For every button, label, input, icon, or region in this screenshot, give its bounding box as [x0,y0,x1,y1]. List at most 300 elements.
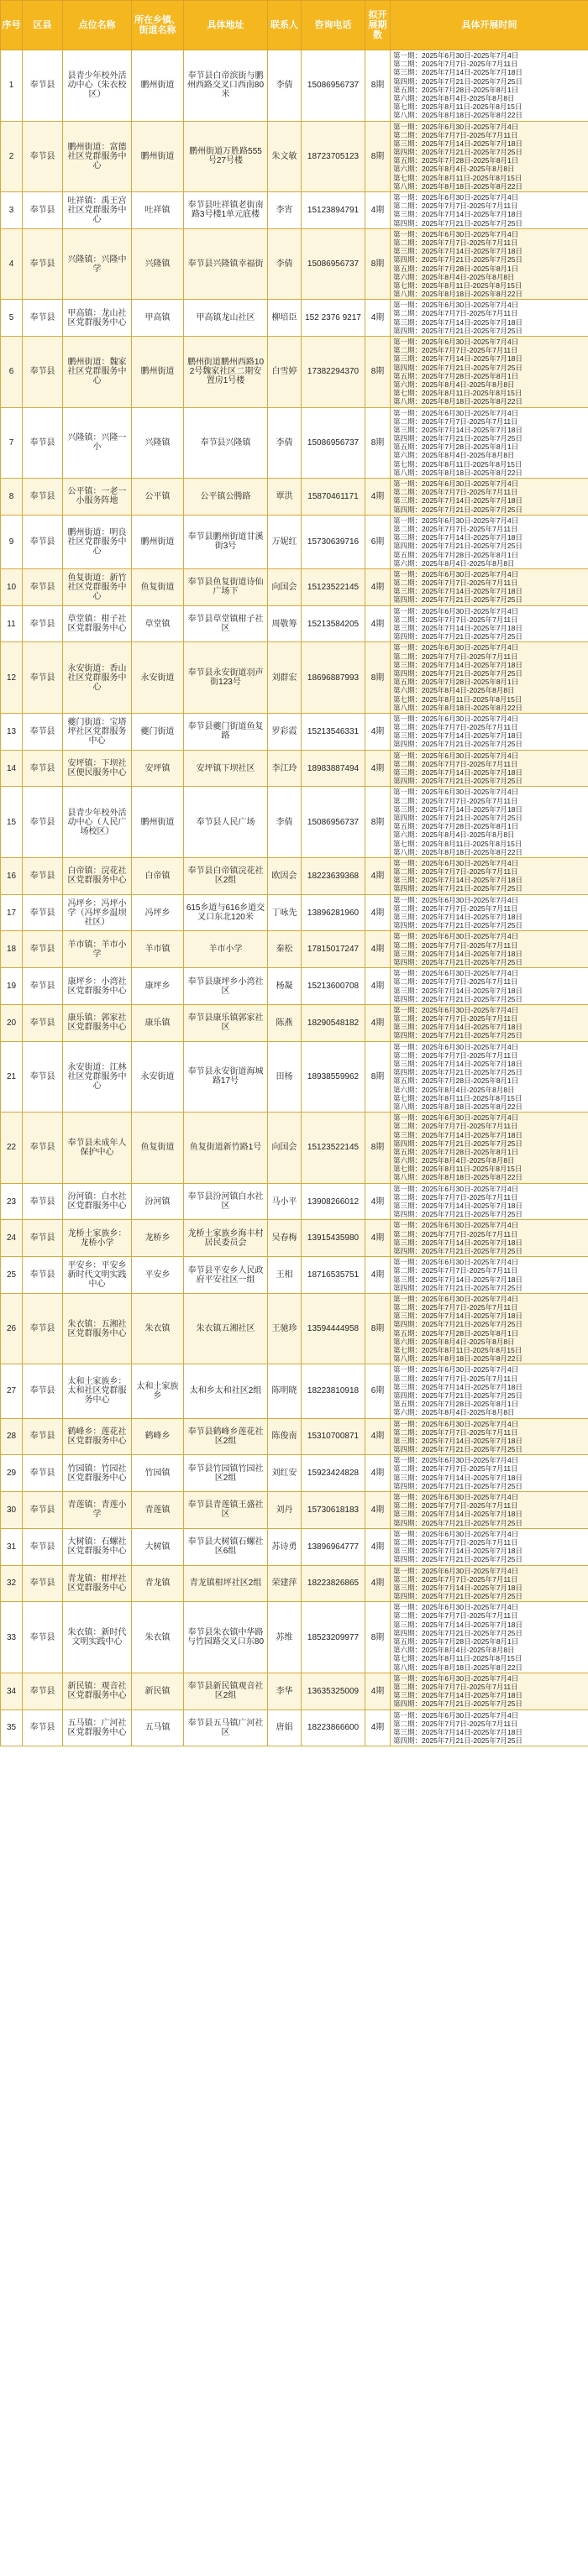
periods-cell: 4期 [365,1220,391,1257]
address-cell: 奉节县竹园镇竹园社区2组 [184,1455,268,1492]
contact-cell: 万妮红 [268,515,302,568]
schedule-cell [391,857,588,894]
schedule-period: 第一期：2025年6月30日-2025年7月4日 [393,1184,519,1193]
header-address: 具体地址 [184,1,268,50]
district-cell: 奉节县 [23,787,63,858]
address-cell: 龙桥土家族乡海丰村居民委员会 [184,1220,268,1257]
phone-cell: 15213584205 [302,605,365,642]
schedule-period: 第二期：2025年7月7日-2025年7月11日 [393,60,518,69]
town-cell: 鹏州街道 [132,515,184,568]
schedule-period: 第一期：2025年6月30日-2025年7月4日 [393,1566,519,1575]
table-row [1,1565,588,1602]
schedule-period: 第二期：2025年7月7日-2025年7月11日 [393,867,518,877]
town-cell: 朱衣镇 [132,1293,184,1364]
address-cell: 奉节县鱼复街道诗仙广场下 [184,568,268,605]
header-town: 所在乡镇、街道名称 [132,1,184,50]
table-row [1,121,588,192]
district-cell: 奉节县 [23,605,63,642]
schedule-cell [391,407,588,479]
schedule-cell [391,894,588,931]
schedule-cell [391,1293,588,1364]
schedule-period: 第三期：2025年7月14日-2025年7月18日 [393,1473,523,1482]
district-cell: 奉节县 [23,1220,63,1257]
periods-cell: 8期 [365,1602,391,1673]
schedule-period: 第八期：2025年8月18日-2025年8月22日 [393,847,523,856]
address-cell: 青龙镇柑坪社区2组 [184,1565,268,1602]
schedule-period: 第三期：2025年7月14日-2025年7月18日 [393,913,523,921]
schedule-period: 第六期：2025年8月4日-2025年8月8日 [393,686,515,695]
schedule-period: 第四期：2025年7月21日-2025年7月25日 [393,668,523,678]
schedule-period: 第七期：2025年8月11日-2025年8月15日 [393,102,522,112]
schedule-period: 第四期：2025年7月21日-2025年7月25日 [393,434,523,443]
contact-cell: 陈燕 [268,1004,302,1041]
site-name-cell: 县青少年校外活动中心（朱衣校区） [63,50,132,122]
periods-cell: 4期 [365,894,391,931]
schedule-period: 第一期：2025年6月30日-2025年7月4日 [393,1710,519,1720]
schedule-period: 第一期：2025年6月30日-2025年7月4日 [393,51,519,60]
contact-cell: 李宵 [268,192,302,229]
address-cell: 奉节县平安乡人民政府平安社区一组 [184,1257,268,1294]
schedule-period: 第三期：2025年7月14日-2025年7月18日 [393,587,523,596]
site-name-cell: 鹏州街道：富德社区党群服务中心 [63,121,132,192]
schedule-period: 第五期：2025年7月28日-2025年8月1日 [393,85,519,94]
schedule-period: 第二期：2025年7月7日-2025年7月11日 [393,796,518,805]
header-periods: 拟开展期数 [365,1,391,50]
district-cell: 奉节县 [23,568,63,605]
schedule-period: 第七期：2025年8月11日-2025年8月15日 [393,1093,522,1102]
schedule-period: 第六期：2025年8月4日-2025年8月8日 [393,1337,515,1346]
schedule-period: 第五期：2025年7月28日-2025年8月1日 [393,442,519,452]
town-cell: 鹏州街道 [132,50,184,122]
schedule-period: 第五期：2025年7月28日-2025年8月1日 [393,1076,519,1086]
periods-cell: 6期 [365,1364,391,1418]
schedule-period: 第一期：2025年6月30日-2025年7月4日 [393,751,519,760]
schedule-period: 第四期：2025年7月21日-2025年7月25日 [393,1139,523,1148]
schedule-period: 第一期：2025年6月30日-2025年7月4日 [393,479,519,488]
schedule-period: 第四期：2025年7月21日-2025年7月25日 [393,1481,523,1490]
schedule-period: 第二期：2025年7月7日-2025年7月11日 [393,1537,518,1547]
schedule-period: 第三期：2025年7月14日-2025年7月18日 [393,247,523,256]
schedule-period: 第一期：2025年6月30日-2025年7月4日 [393,193,519,202]
periods-cell: 8期 [365,1293,391,1364]
row-number: 12 [1,642,23,714]
site-name-cell: 龙桥土家族乡：龙桥小学 [63,1220,132,1257]
schedule-cell [391,1455,588,1492]
address-cell: 公平镇公腾路 [184,479,268,516]
contact-cell: 向国会 [268,568,302,605]
periods-cell: 4期 [365,1492,391,1529]
address-cell: 奉节县吐祥镇老街南路3号楼1单元底楼 [184,192,268,229]
site-name-cell: 羊市镇：羊市小学 [63,931,132,968]
schedule-period: 第八期：2025年8月18日-2025年8月22日 [393,111,523,120]
schedule-period: 第三期：2025年7月14日-2025年7月18日 [393,496,523,505]
district-cell: 奉节县 [23,1673,63,1709]
schedule-period: 第二期：2025年7月7日-2025年7月11日 [393,1574,518,1584]
schedule-period: 第四期：2025年7月21日-2025年7月25日 [393,1068,523,1077]
schedule-period: 第一期：2025年6月30日-2025年7月4日 [393,122,519,131]
schedule-cell [391,479,588,516]
district-cell: 奉节县 [23,228,63,300]
contact-cell: 陈俊南 [268,1418,302,1455]
schedule-period: 第六期：2025年8月4日-2025年8月8日 [393,93,515,102]
schedule-period: 第四期：2025年7月21日-2025年7月25日 [393,632,523,641]
district-cell: 奉节县 [23,1709,63,1746]
phone-cell: 15870461171 [302,479,365,516]
schedule-period: 第四期：2025年7月21日-2025年7月25日 [393,542,523,551]
address-cell: 太和乡太和社区2组 [184,1364,268,1418]
schedule-period: 第三期：2025年7月14日-2025年7月18日 [393,731,523,741]
schedule-period: 第六期：2025年8月4日-2025年8月8日 [393,830,515,840]
row-number: 9 [1,515,23,568]
phone-cell: 13896964777 [302,1528,365,1565]
schedule-cell [391,1709,588,1746]
town-cell: 青莲镇 [132,1492,184,1529]
table-row [1,605,588,642]
schedule-period: 第五期：2025年7月28日-2025年8月1日 [393,822,519,831]
table-row [1,1364,588,1418]
phone-cell: 17815017247 [302,931,365,968]
schedule-period: 第六期：2025年8月4日-2025年8月8日 [393,165,515,174]
table-row [1,1257,588,1294]
schedule-period: 第二期：2025年7月7日-2025年7月11日 [393,524,518,533]
periods-cell: 6期 [365,515,391,568]
periods-cell: 4期 [365,192,391,229]
schedule-period: 第四期：2025年7月21日-2025年7月25日 [393,1555,523,1564]
town-cell: 龙桥乡 [132,1220,184,1257]
schedule-period: 第四期：2025年7月21日-2025年7月25日 [393,1518,523,1527]
row-number: 2 [1,121,23,192]
schedule-period: 第六期：2025年8月4日-2025年8月8日 [393,1085,515,1094]
schedule-period: 第一期：2025年6月30日-2025年7月4日 [393,516,519,525]
schedule-period: 第二期：2025年7月7日-2025年7月11日 [393,1611,518,1620]
row-number: 14 [1,750,23,787]
schedule-period: 第三期：2025年7月14日-2025年7月18日 [393,1023,523,1032]
schedule-cell [391,1602,588,1673]
town-cell: 汾河镇 [132,1183,184,1220]
schedule-period: 第一期：2025年6月30日-2025年7月4日 [393,301,519,310]
schedule-cell [391,228,588,300]
periods-cell: 4期 [365,857,391,894]
town-cell: 鹏州街道 [132,337,184,408]
table-row [1,642,588,714]
schedule-period: 第二期：2025年7月7日-2025年7月11日 [393,1192,518,1202]
district-cell: 奉节县 [23,479,63,516]
contact-cell: 欧因会 [268,857,302,894]
row-number: 31 [1,1528,23,1565]
schedule-period: 第七期：2025年8月11日-2025年8月15日 [393,280,522,290]
schedule-cell [391,192,588,229]
district-cell: 奉节县 [23,1113,63,1184]
schedule-period: 第六期：2025年8月4日-2025年8月8日 [393,272,515,281]
address-cell: 615乡道与616乡道交叉口东北120米 [184,894,268,931]
schedule-cell [391,642,588,714]
address-cell: 奉节县鹏州街道甘溪街3号 [184,515,268,568]
row-number: 34 [1,1673,23,1709]
address-cell: 奉节县白帝镇浣花社区2组 [184,857,268,894]
site-name-cell: 安坪镇：下坝社区便民服务中心 [63,750,132,787]
district-cell: 奉节县 [23,1455,63,1492]
address-cell: 奉节县青莲镇王盛社区 [184,1492,268,1529]
schedule-period: 第一期：2025年6月30日-2025年7月4日 [393,1419,519,1428]
row-number: 3 [1,192,23,229]
periods-cell: 4期 [365,568,391,605]
schedule-period: 第三期：2025年7月14日-2025年7月18日 [393,1583,523,1592]
site-name-cell: 新民镇：观音社区党群服务中心 [63,1673,132,1709]
contact-cell: 李华 [268,1673,302,1709]
schedule-period: 第二期：2025年7月7日-2025年7月11日 [393,1464,518,1474]
schedule-period: 第四期：2025年7月21日-2025年7月25日 [393,1246,523,1255]
contact-cell: 罗彩霞 [268,713,302,750]
contact-cell: 秦松 [268,931,302,968]
schedule-period: 第八期：2025年8月18日-2025年8月22日 [393,1662,523,1672]
row-number: 33 [1,1602,23,1673]
schedule-period: 第三期：2025年7月14日-2025年7月18日 [393,139,523,148]
schedule-period: 第一期：2025年6月30日-2025年7月4日 [393,1005,519,1014]
phone-cell: 18223639368 [302,857,365,894]
town-cell: 康乐镇 [132,1004,184,1041]
schedule-period: 第七期：2025年8月11日-2025年8月15日 [393,1654,522,1663]
address-cell: 奉节县康乐镇郭家社区 [184,1004,268,1041]
row-number: 28 [1,1418,23,1455]
schedule-period: 第三期：2025年7月14日-2025年7月18日 [393,949,523,958]
site-name-cell: 公平镇：一老一小服务阵地 [63,479,132,516]
district-cell: 奉节县 [23,50,63,122]
schedule-cell [391,1492,588,1529]
phone-cell: 18723705123 [302,121,365,192]
contact-cell: 田杨 [268,1041,302,1113]
schedule-period: 第六期：2025年8月4日-2025年8月8日 [393,1646,515,1655]
table-row [1,1709,588,1746]
town-cell: 太和土家族乡 [132,1364,184,1418]
periods-cell: 4期 [365,1528,391,1565]
header-site: 点位名称 [63,1,132,50]
phone-cell: 15086956737 [302,787,365,858]
table-row [1,1004,588,1041]
schedule-period: 第三期：2025年7月14日-2025年7月18日 [393,354,523,364]
schedule-period: 第四期：2025年7月21日-2025年7月25日 [393,218,523,228]
schedule-period: 第三期：2025年7月14日-2025年7月18日 [393,660,523,669]
schedule-period: 第一期：2025年6月30日-2025年7月4日 [393,1673,519,1683]
schedule-period: 第二期：2025年7月7日-2025年7月11日 [393,940,518,950]
table-row [1,968,588,1005]
town-cell: 新民镇 [132,1673,184,1709]
schedule-cell [391,50,588,122]
schedule-period: 第一期：2025年6月30日-2025年7月4日 [393,1529,519,1538]
phone-cell: 18938559962 [302,1041,365,1113]
contact-cell: 朱文敏 [268,121,302,192]
schedule-period: 第五期：2025年7月28日-2025年8月1日 [393,156,519,165]
schedule-period: 第二期：2025年7月7日-2025年7月11日 [393,652,518,661]
table-row [1,1418,588,1455]
contact-cell: 李倩 [268,50,302,122]
district-cell: 奉节县 [23,642,63,714]
address-cell: 奉节县草堂镇柑子社区 [184,605,268,642]
schedule-period: 第八期：2025年8月18日-2025年8月22日 [393,1354,523,1364]
town-cell: 永安街道 [132,642,184,714]
table-row [1,1293,588,1364]
phone-cell: 18696887993 [302,642,365,714]
district-cell: 奉节县 [23,968,63,1005]
site-name-cell: 兴隆镇：兴隆一小 [63,407,132,479]
row-number: 1 [1,50,23,122]
schedule-period: 第七期：2025年8月11日-2025年8月15日 [393,173,522,182]
phone-cell: 18716535751 [302,1257,365,1294]
schedule-period: 第一期：2025年6月30日-2025年7月4日 [393,569,519,579]
schedule-period: 第二期：2025年7月7日-2025年7月11日 [393,615,518,624]
contact-cell: 刘群宏 [268,642,302,714]
periods-cell: 4期 [365,750,391,787]
contact-cell: 杨凝 [268,968,302,1005]
table-row [1,337,588,408]
schedule-period: 第四期：2025年7月21日-2025年7月25日 [393,1736,523,1746]
district-cell: 奉节县 [23,337,63,408]
row-number: 19 [1,968,23,1005]
site-name-cell: 鹤峰乡：莲花社区党群服务中心 [63,1418,132,1455]
schedule-cell [391,300,588,337]
district-cell: 奉节县 [23,1528,63,1565]
site-name-cell: 鱼复街道：新竹社区党群服务中心 [63,568,132,605]
schedule-period: 第二期：2025年7月7日-2025年7月11日 [393,1229,518,1238]
row-number: 21 [1,1041,23,1113]
schedule-period: 第一期：2025年6月30日-2025年7月4日 [393,1042,519,1051]
periods-cell: 4期 [365,968,391,1005]
schedule-cell [391,1528,588,1565]
phone-cell: 13594444958 [302,1293,365,1364]
contact-cell: 李江玲 [268,750,302,787]
schedule-period: 第三期：2025年7月14日-2025年7月18日 [393,317,523,327]
schedule-period: 第五期：2025年7月28日-2025年8月1日 [393,1400,519,1409]
schedule-period: 第一期：2025年6月30日-2025年7月4日 [393,1258,519,1267]
schedule-period: 第一期：2025年6月30日-2025年7月4日 [393,1294,519,1303]
schedule-period: 第三期：2025年7月14日-2025年7月18日 [393,1060,523,1068]
schedule-period: 第七期：2025年8月11日-2025年8月15日 [393,839,522,848]
town-cell: 鱼复街道 [132,1113,184,1184]
row-number: 8 [1,479,23,516]
contact-cell: 柳培臣 [268,300,302,337]
schedule-cell [391,1673,588,1709]
site-name-cell: 康坪乡：小湾社区党群服务中心 [63,968,132,1005]
schedule-period: 第四期：2025年7月21日-2025年7月25日 [393,505,523,514]
header-district: 区县 [23,1,63,50]
contact-cell: 向国会 [268,1113,302,1184]
schedule-cell [391,968,588,1005]
district-cell: 奉节县 [23,1257,63,1294]
schedule-period: 第二期：2025年7月7日-2025年7月11日 [393,1682,518,1691]
schedule-period: 第一期：2025年6月30日-2025年7月4日 [393,932,519,941]
schedule-period: 第四期：2025年7月21日-2025年7月25日 [393,148,523,157]
row-number: 29 [1,1455,23,1492]
periods-cell: 4期 [365,1418,391,1455]
site-name-cell: 县青少年校外活动中心（人民广场校区） [63,787,132,858]
schedule-period: 第一期：2025年6月30日-2025年7月4日 [393,895,519,904]
contact-cell: 刘红安 [268,1455,302,1492]
schedule-period: 第六期：2025年8月4日-2025年8月8日 [393,558,515,568]
schedule-period: 第三期：2025年7月14日-2025年7月18日 [393,1436,523,1445]
schedule-period: 第三期：2025年7月14日-2025年7月18日 [393,1382,523,1391]
schedule-period: 第三期：2025年7月14日-2025年7月18日 [393,986,523,995]
schedule-period: 第四期：2025年7月21日-2025年7月25日 [393,326,523,335]
schedule-period: 第一期：2025年6月30日-2025年7月4日 [393,858,519,867]
table-row [1,50,588,122]
row-number: 24 [1,1220,23,1257]
schedule-period: 第三期：2025年7月14日-2025年7月18日 [393,1238,523,1247]
site-name-cell: 青莲镇：青莲小学 [63,1492,132,1529]
town-cell: 鹤峰乡 [132,1418,184,1455]
schedule-period: 第二期：2025年7月7日-2025年7月11日 [393,759,518,768]
town-cell: 鹏州街道 [132,787,184,858]
site-name-cell: 大树镇：石螺社区党群服务中心 [63,1528,132,1565]
schedule-period: 第五期：2025年7月28日-2025年8月1日 [393,678,519,687]
schedule-cell [391,787,588,858]
periods-cell: 8期 [365,407,391,479]
row-number: 32 [1,1565,23,1602]
town-cell: 兴隆镇 [132,407,184,479]
schedule-cell [391,1364,588,1418]
schedule-period: 第一期：2025年6月30日-2025年7月4日 [393,1365,519,1374]
table-row [1,407,588,479]
schedule-period: 第六期：2025年8月4日-2025年8月8日 [393,1408,515,1417]
district-cell: 奉节县 [23,1602,63,1673]
schedule-period: 第一期：2025年6月30日-2025年7月4日 [393,714,519,723]
district-cell: 奉节县 [23,1418,63,1455]
site-name-cell: 白帝镇：浣花社区党群服务中心 [63,857,132,894]
schedule-period: 第二期：2025年7月7日-2025年7月11日 [393,1266,518,1275]
contact-cell: 陈明晓 [268,1364,302,1418]
schedule-period: 第四期：2025年7月21日-2025年7月25日 [393,740,523,749]
schedule-period: 第一期：2025年6月30日-2025年7月4日 [393,606,519,615]
periods-cell: 4期 [365,1673,391,1709]
address-cell: 奉节县兴隆镇 [184,407,268,479]
district-cell: 奉节县 [23,1364,63,1418]
district-cell: 奉节县 [23,515,63,568]
periods-cell: 8期 [365,228,391,300]
phone-cell: 15123894791 [302,192,365,229]
site-name-cell: 平安乡：平安乡新时代文明实践中心 [63,1257,132,1294]
address-cell: 奉节县五马镇广河社区 [184,1709,268,1746]
schedule-period: 第四期：2025年7月21日-2025年7月25日 [393,255,523,264]
town-cell: 平安乡 [132,1257,184,1294]
schedule-period: 第七期：2025年8月11日-2025年8月15日 [393,1165,522,1174]
row-number: 22 [1,1113,23,1184]
contact-cell: 李倩 [268,787,302,858]
schedule-period: 第三期：2025年7月14日-2025年7月18日 [393,1510,523,1519]
schedule-period: 第四期：2025年7月21日-2025年7月25日 [393,813,523,822]
schedule-period: 第一期：2025年6月30日-2025年7月4日 [393,229,519,238]
contact-cell: 李倩 [268,228,302,300]
row-number: 16 [1,857,23,894]
table-row [1,300,588,337]
site-name-cell: 草堂镇：柑子社区党群服务中心 [63,605,132,642]
schedule-period: 第五期：2025年7月28日-2025年8月1日 [393,1637,519,1646]
header-schedule: 具体开展时间 [391,1,588,50]
schedule-period: 第三期：2025年7月14日-2025年7月18日 [393,1547,523,1556]
schedule-period: 第三期：2025年7月14日-2025年7月18日 [393,1312,523,1321]
schedule-cell [391,1565,588,1602]
schedule-period: 第二期：2025年7月7日-2025年7月11日 [393,903,518,913]
schedule-period: 第二期：2025年7月7日-2025年7月11日 [393,238,518,247]
periods-cell: 4期 [365,713,391,750]
header-no: 序号 [1,1,23,50]
schedule-period: 第五期：2025年7月28日-2025年8月1日 [393,264,519,273]
schedule-period: 第三期：2025年7月14日-2025年7月18日 [393,1130,523,1139]
schedule-period: 第一期：2025年6月30日-2025年7月4日 [393,1113,519,1123]
site-name-cell: 永安街道：香山社区党群服务中心 [63,642,132,714]
schedule-period: 第四期：2025年7月21日-2025年7月25日 [393,1445,523,1454]
schedule-period: 第二期：2025年7月7日-2025年7月11日 [393,309,518,318]
table-row [1,1602,588,1673]
schedule-cell [391,1113,588,1184]
phone-cell: 13635325009 [302,1673,365,1709]
